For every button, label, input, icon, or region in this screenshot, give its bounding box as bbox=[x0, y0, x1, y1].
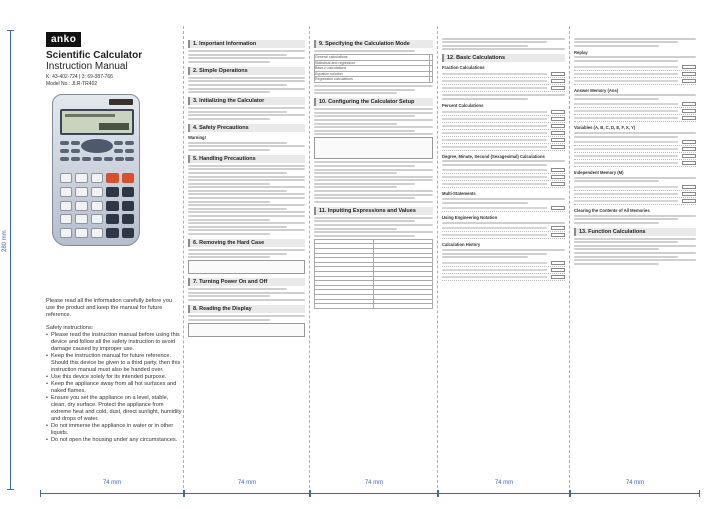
subheading: Variables (A, B, C, D, E, F, X, Y) bbox=[574, 125, 636, 131]
brand-logo: anko bbox=[46, 32, 81, 47]
safety-title: Safety instructions: bbox=[46, 325, 94, 331]
hard-case-figure bbox=[188, 260, 305, 274]
width-label: 74 mm bbox=[102, 480, 122, 486]
panel-instructions-1 bbox=[184, 26, 310, 488]
subheading: Answer Memory (Ans) bbox=[574, 87, 619, 93]
title-line-1: Scientific Calculator bbox=[46, 50, 143, 61]
display-figure bbox=[188, 323, 305, 337]
section-heading: 8. Reading the Display bbox=[188, 305, 305, 313]
section-heading: 13. Function Calculations bbox=[574, 228, 696, 236]
mode-row: Base-n calculations bbox=[315, 66, 430, 72]
section-heading: 4. Safety Precautions bbox=[188, 124, 305, 132]
priority-table bbox=[314, 239, 433, 309]
width-ruler bbox=[310, 493, 438, 494]
safety-item: • Please read the instruction manual before using this device and follow all the safety instruction to avoid damage caused by improper use. bbox=[46, 332, 182, 353]
mode-table bbox=[314, 54, 433, 83]
subheading: Fraction Calculations bbox=[442, 65, 485, 71]
width-ruler bbox=[184, 493, 310, 494]
cover-text bbox=[46, 298, 182, 444]
section-heading: 6. Removing the Hard Case bbox=[188, 239, 305, 247]
section-heading: 7. Turning Power On and Off bbox=[188, 278, 305, 286]
height-ruler bbox=[10, 30, 11, 490]
width-ruler bbox=[438, 493, 570, 494]
subheading: Calculation History bbox=[442, 242, 481, 248]
panel-instructions-2 bbox=[310, 26, 438, 488]
cover-title bbox=[46, 50, 180, 72]
model-number: Model No.: JLR-TR402 bbox=[46, 80, 98, 87]
mode-row: Regression calculations bbox=[315, 77, 430, 83]
safety-item: • Ensure you set the appliance on a level, stable, clean, dry surface. Protect the appliance from extreme heat and cold, dust, direct sunlight, humidity and drops of water. bbox=[46, 395, 182, 423]
width-label: 74 mm bbox=[625, 480, 645, 486]
panel-instructions-3 bbox=[438, 26, 570, 488]
subheading: Using Engineering Notation bbox=[442, 215, 498, 221]
navigation-pad bbox=[81, 139, 113, 153]
safety-item: • Keep the appliance away from all hot surfaces and naked flames. bbox=[46, 381, 182, 395]
subheading: Replay bbox=[574, 49, 588, 55]
mode-row: Statistical and regression bbox=[315, 60, 430, 66]
width-label: 74 mm bbox=[494, 480, 514, 486]
width-label: 74 mm bbox=[364, 480, 384, 486]
manual-sheet bbox=[40, 26, 700, 488]
section-heading: 11. Inputting Expressions and Values bbox=[314, 207, 433, 215]
subheading: Independent Memory (M) bbox=[574, 170, 624, 176]
subheading: Multi-Statements bbox=[442, 191, 476, 197]
safety-list bbox=[46, 332, 182, 444]
section-heading: 2. Simple Operations bbox=[188, 67, 305, 75]
section-heading: 1. Important Information bbox=[188, 40, 305, 48]
cover-panel bbox=[40, 26, 184, 488]
calculator-illustration bbox=[52, 94, 140, 246]
section-heading: 3. Initializing the Calculator bbox=[188, 97, 305, 105]
safety-item: • Do not open the housing under any circumstances. bbox=[46, 437, 182, 444]
intro-paragraph: Please read all the information carefully before you use the product and keep the manual for future reference. bbox=[46, 298, 172, 318]
safety-item: • Keep the instruction manual for future reference. Should this device be given to a third party, then this instruction manual must also be handed over. bbox=[46, 353, 182, 374]
height-label: 280 mm bbox=[2, 230, 8, 252]
section-heading: 10. Configuring the Calculator Setup bbox=[314, 98, 433, 106]
section-heading: 12. Basic Calculations bbox=[442, 54, 565, 62]
width-ruler bbox=[570, 493, 700, 494]
panel-instructions-4 bbox=[570, 26, 700, 488]
safety-item: • Do not immerse the appliance in water or in other liquids. bbox=[46, 423, 182, 437]
calculator-display bbox=[60, 109, 134, 135]
number-keys bbox=[60, 173, 134, 239]
warning-label: Warning! bbox=[188, 134, 206, 140]
solar-panel bbox=[109, 99, 133, 105]
cover-meta bbox=[46, 74, 113, 87]
subheading: Degree, Minute, Second (Sexagesimal) Calculations bbox=[442, 153, 545, 159]
width-label: 74 mm bbox=[237, 480, 257, 486]
title-line-2: Instruction Manual bbox=[46, 61, 128, 72]
mode-row: Equation solution bbox=[315, 71, 430, 77]
subheading: Clearing the Contents of All Memories bbox=[574, 207, 650, 213]
section-heading: 9. Specifying the Calculation Mode bbox=[314, 40, 433, 48]
mode-row: General calculations bbox=[315, 55, 430, 61]
key-number: K: 43-402-724 | 3; 69-387-766 bbox=[46, 74, 113, 80]
subheading: Percent Calculations bbox=[442, 102, 484, 108]
setup-figure bbox=[314, 137, 433, 159]
width-ruler bbox=[40, 493, 184, 494]
section-heading: 5. Handling Precautions bbox=[188, 155, 305, 163]
safety-item: • Use this device solely for its intended purpose. bbox=[46, 374, 182, 381]
